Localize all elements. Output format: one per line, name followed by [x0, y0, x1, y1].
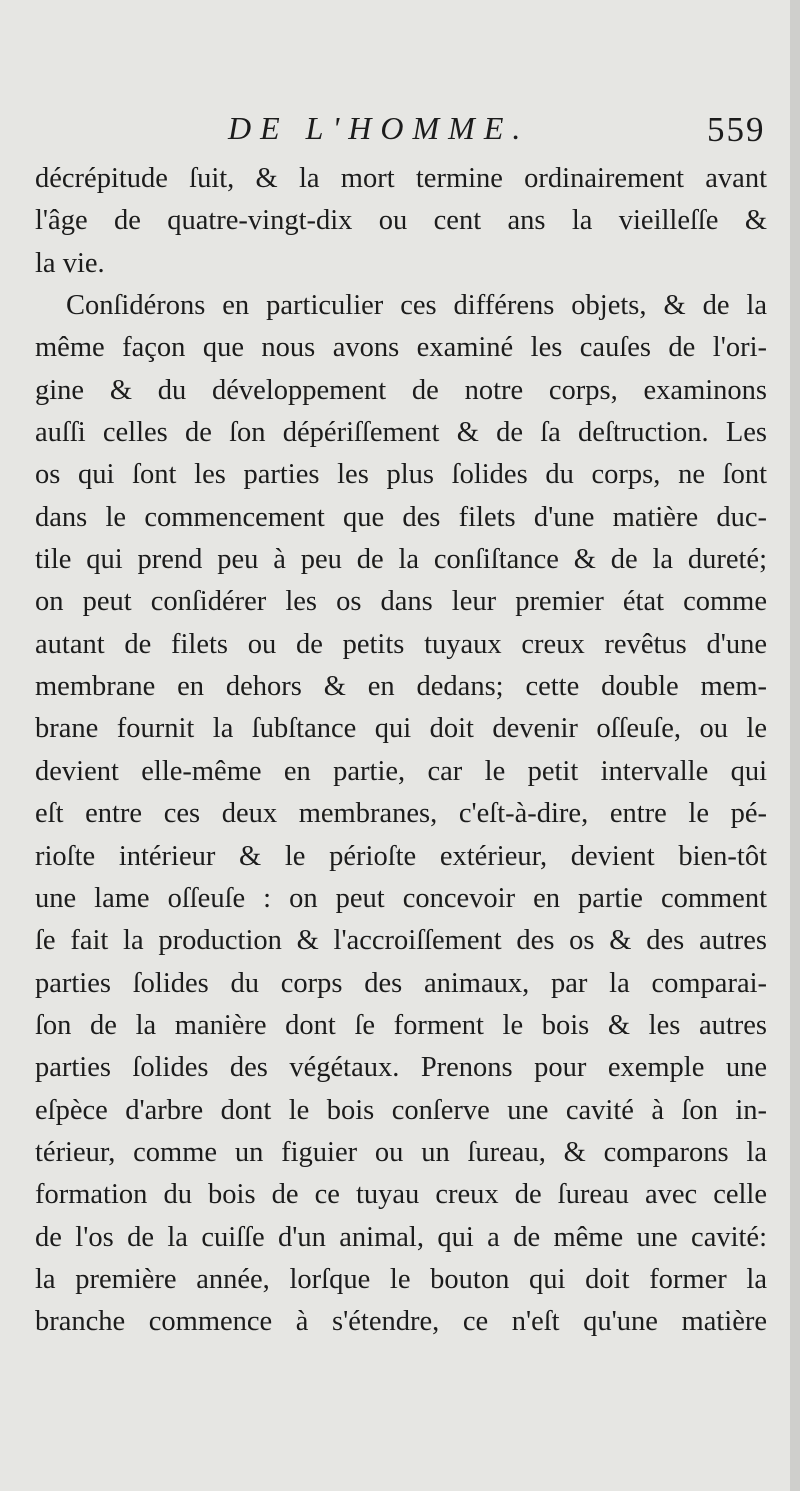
text-line: autant de filets ou de petits tuyaux creux revêtus d'une: [35, 628, 767, 660]
text-line: la première année, lorſque le bouton qui doit former la: [35, 1263, 767, 1295]
text-line: parties ſolides du corps des animaux, par la comparai-: [35, 967, 767, 999]
text-line: ſe fait la production & l'accroiſſement des os & des autres: [35, 925, 767, 957]
text-line: rioſte intérieur & le périoſte extérieur, devient bien-tôt: [35, 840, 767, 872]
text-line: même façon que nous avons examiné les cauſes de l'ori-: [35, 332, 767, 364]
text-line: de l'os de la cuiſſe d'un animal, qui a de même une cavité:: [35, 1221, 767, 1253]
page-header: [0, 108, 800, 158]
text-line: eſpèce d'arbre dont le bois conſerve une cavité à ſon in-: [35, 1094, 767, 1126]
text-line: branche commence à s'étendre, ce n'eſt qu'une matière: [35, 1306, 767, 1338]
text-line: formation du bois de ce tuyau creux de ſureau avec celle: [35, 1179, 767, 1211]
text-line: membrane en dehors & en dedans; cette double mem-: [35, 671, 767, 703]
running-title: DE L'HOMME.: [228, 110, 530, 146]
page-number: 559: [707, 110, 766, 149]
page-edge: [790, 0, 800, 1491]
text-line: auſſi celles de ſon dépériſſement & de ſa deſtruction. Les: [35, 417, 767, 449]
text-line: brane fournit la ſubſtance qui doit devenir oſſeuſe, ou le: [35, 713, 767, 745]
text-line: Conſidérons en particulier ces différens objets, & de la: [66, 290, 767, 322]
text-line: décrépitude ſuit, & la mort termine ordinairement avant: [35, 163, 767, 194]
body-text: [35, 158, 767, 1344]
text-line: l'âge de quatre-vingt-dix ou cent ans la vieilleſſe &: [35, 205, 767, 237]
text-line: on peut conſidérer les os dans leur premier état comme: [35, 586, 767, 618]
text-line: la vie.: [35, 247, 105, 279]
text-line: tile qui prend peu à peu de la conſiſtance & de la dureté;: [35, 544, 767, 576]
text-line: une lame oſſeuſe : on peut concevoir en partie comment: [35, 882, 767, 914]
text-line: dans le commencement que des filets d'une matière duc-: [35, 501, 767, 533]
text-line: devient elle-même en partie, car le petit intervalle qui: [35, 755, 767, 787]
text-line: gine & du développement de notre corps, examinons: [35, 374, 767, 406]
text-line: térieur, comme un figuier ou un ſureau, & comparons la: [35, 1136, 767, 1168]
text-line: eſt entre ces deux membranes, c'eſt-à-dire, entre le pé-: [35, 798, 767, 830]
text-line: os qui ſont les parties les plus ſolides du corps, ne ſont: [35, 459, 767, 491]
text-line: ſon de la manière dont ſe forment le bois & les autres: [35, 1009, 767, 1041]
text-line: parties ſolides des végétaux. Prenons pour exemple une: [35, 1052, 767, 1084]
